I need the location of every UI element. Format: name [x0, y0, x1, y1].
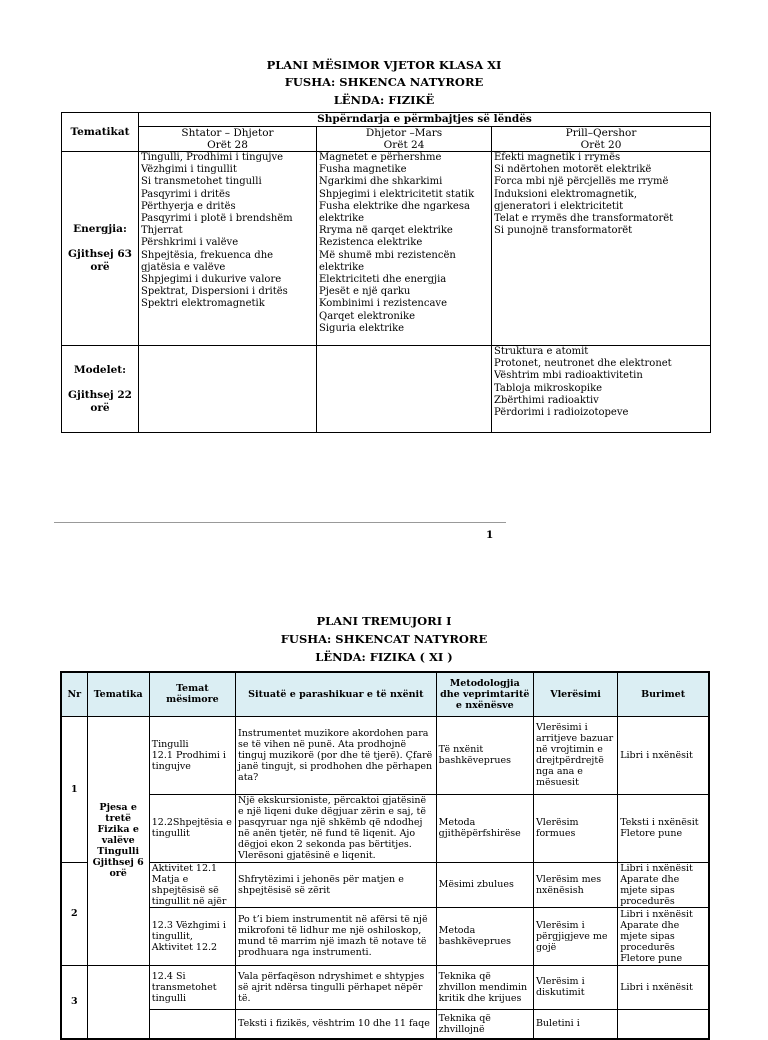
footer-divider [54, 522, 506, 523]
topic-item: Pasqyrimi i plotë i brendshëm [141, 213, 293, 225]
period-1: Shtator – Dhjetor Orët 28 [139, 127, 317, 152]
topic-item: Tabloja mikroskopike [494, 382, 603, 394]
topic-item: Përthyerja e dritës [141, 200, 236, 212]
topic-item: Fusha elektrike dhe ngarkesa [319, 200, 470, 212]
cell-tema: 12.2Shpejtësia e tingullit [149, 794, 235, 862]
topic-item: Spektri elektromagnetik [141, 298, 265, 310]
cell-situata: Vala përfaqëson ndryshimet e shtypjes së ajrit ndërsa tingulli përhapet nëpër të. [236, 965, 437, 1009]
cell-burimet: Teksti i nxënësit Fletore pune [618, 794, 709, 862]
topic-item: Spektrat, Dispersioni i dritës [141, 286, 288, 298]
tematika-cell: Pjesa e tretë Fizika e valëve Tingulli Gjithsej 6 orë [87, 716, 149, 965]
quarterly-plan-table [60, 671, 710, 1040]
cell-metoda: Të nxënit bashkëveprues [436, 716, 533, 794]
energy-col3 [492, 152, 711, 346]
page1-field: FUSHA: SHKENCA NATYRORE [284, 75, 484, 89]
topic-item: Magnetet e përhershme [319, 152, 442, 163]
cell-metoda: Mësimi zbulues [436, 862, 533, 907]
models-col3 [492, 346, 711, 433]
table-row [61, 965, 709, 1009]
cell-vleresimi: Buletini i [533, 1009, 617, 1039]
page1-subject: LËNDA: FIZIKË [333, 93, 435, 107]
topic-item: Përshkrimi i valëve [141, 237, 239, 249]
topic-item: Elektriciteti dhe energjia [319, 274, 447, 286]
column-header: Temat mësimore [149, 672, 235, 716]
row-number: 2 [61, 862, 87, 965]
models-col2 [317, 346, 492, 433]
table-row [61, 794, 709, 862]
cell-vleresimi: Vlerësim formues [533, 794, 617, 862]
topic-item: elektrike [319, 213, 365, 225]
cell-vleresimi: Vlerësim i diskutimit [533, 965, 617, 1009]
table-row [61, 716, 709, 794]
column-header: Metodologjia dhe veprimtaritë e nxënësve [436, 672, 533, 716]
distribution-header: Shpërndarja e përmbajtjes së lëndës [139, 113, 711, 127]
page-number: 1 [486, 529, 494, 541]
tematikat-header: Tematikat [62, 113, 139, 152]
period-2: Dhjetor –Mars Orët 24 [317, 127, 492, 152]
table-row [61, 862, 709, 907]
topic-item: Tingulli, Prodhimi i tingujve [141, 152, 284, 163]
page2-field: FUSHA: SHKENCAT NATYRORE [280, 632, 488, 646]
topic-item: Protonet, neutronet dhe elektronet [494, 358, 672, 370]
column-header: Vlerësimi [533, 672, 617, 716]
topic-item: Pjesët e një qarku [319, 286, 411, 298]
topic-item: elektrike [319, 261, 365, 273]
cell-situata: Teksti i fizikës, vështrim 10 dhe 11 faqe [236, 1009, 437, 1039]
topic-item: Efekti magnetik i rrymës [494, 152, 621, 163]
page2-title: PLANI TREMUJORI I [316, 614, 452, 628]
topic-item: Siguria elektrike [319, 322, 405, 334]
topic-item: Kombinimi i rezistencave [319, 298, 447, 310]
energy-col2 [317, 152, 492, 346]
topic-item: Thjerrat [141, 225, 183, 237]
row-number: 1 [61, 716, 87, 862]
topic-item: Përdorimi i radioizotopeve [494, 407, 629, 419]
page2-subject: LËNDA: FIZIKA ( XI ) [315, 650, 453, 664]
cell-vleresimi: Vlerësimi i arritjeve bazuar në vrojtimin e drejtpërdrejtë nga ana e mësuesit [533, 716, 617, 794]
topic-item: Rezistenca elektrike [319, 237, 423, 249]
cell-burimet: Libri i nxënësit Aparate dhe mjete sipas procedurës [618, 862, 709, 907]
cell-tema: 12.3 Vëzhgimi i tingullit, Aktivitet 12.2 [149, 907, 235, 965]
topic-item: Si ndërtohen motorët elektrikë [494, 164, 652, 176]
tematika-cell [87, 965, 149, 1039]
cell-situata: Një ekskursioniste, përcaktoi gjatësinë e një liqeni duke dëgjuar zërin e saj, të pasqyruar nga një shkëmb që ndodhej në anën tjetër, në fund të liqenit. Ajo dëgjoi ekon 2 sekonda pas bërtitjes. Vlerësoni gjatësinë e liqenit. [236, 794, 437, 862]
cell-metoda: Teknika që zhvillojnë [436, 1009, 533, 1039]
topic-item: gjatësia e valëve [141, 261, 226, 273]
column-header: Burimet [618, 672, 709, 716]
cell-vleresimi: Vlerësim mes nxënësish [533, 862, 617, 907]
cell-metoda: Metoda gjithëpërfshirëse [436, 794, 533, 862]
page1-title: PLANI MËSIMOR VJETOR KLASA XI [266, 58, 502, 72]
topic-item: Struktura e atomit [494, 346, 589, 357]
cell-burimet [618, 1009, 709, 1039]
models-col1 [139, 346, 317, 433]
column-header: Situatë e parashikuar e të nxënit [236, 672, 437, 716]
models-label: Modelet: Gjithsej 22 orë [62, 346, 139, 433]
period-3: Prill–Qershor Orët 20 [492, 127, 711, 152]
topic-item: gjeneratori i elektricitetit [494, 200, 624, 212]
table-row [61, 1009, 709, 1039]
cell-tema: Aktivitet 12.1 Matja e shpejtësisë së tingullit në ajër [149, 862, 235, 907]
energy-col1 [139, 152, 317, 346]
topic-item: Fusha magnetike [319, 164, 407, 176]
topic-item: Shpejtësia, frekuenca dhe [141, 249, 274, 261]
column-header: Nr [61, 672, 87, 716]
cell-tema [149, 1009, 235, 1039]
topic-item: Vështrim mbi radioaktivitetin [494, 370, 643, 382]
cell-tema: 12.4 Si transmetohet tingulli [149, 965, 235, 1009]
topic-item: Telat e rrymës dhe transformatorët [494, 213, 674, 225]
topic-item: Ngarkimi dhe shkarkimi [319, 176, 443, 188]
cell-situata: Shfrytëzimi i jehonës për matjen e shpejtësisë së zërit [236, 862, 437, 907]
cell-metoda: Teknika që zhvillon mendimin kritik dhe krijues [436, 965, 533, 1009]
row-number: 3 [61, 965, 87, 1039]
annual-plan-table [61, 112, 711, 433]
column-header: Tematika [87, 672, 149, 716]
topic-item: Vëzhgimi i tingullit [141, 164, 237, 176]
topic-item: Induksioni elektromagnetik, [494, 188, 638, 200]
cell-situata: Po t’i biem instrumentit në afërsi të një mikrofoni të lidhur me një oshiloskop, mund të marrim një imazh të notave të prodhuara nga instrumenti. [236, 907, 437, 965]
topic-item: Si transmetohet tingulli [141, 176, 262, 188]
cell-vleresimi: Vlerësim i përgjigjeve me gojë [533, 907, 617, 965]
cell-burimet: Libri i nxënësit [618, 716, 709, 794]
topic-item: Zbërthimi radioaktiv [494, 394, 599, 406]
topic-item: Forca mbi një përcjellës me rrymë [494, 176, 669, 188]
topic-item: Si punojnë transformatorët [494, 225, 633, 237]
topic-item: Shpjegimi i dukurive valore [141, 274, 282, 286]
cell-metoda: Metoda bashkëveprues [436, 907, 533, 965]
topic-item: Shpjegimi i elektricitetit statik [319, 188, 475, 200]
table-row [61, 907, 709, 965]
cell-burimet: Libri i nxënësit Aparate dhe mjete sipas procedurës Fletore pune [618, 907, 709, 965]
topic-item: Më shumë mbi rezistencën [319, 249, 456, 261]
cell-tema: Tingulli 12.1 Prodhimi i tingujve [149, 716, 235, 794]
cell-situata: Instrumentet muzikore akordohen para se të vihen në punë. Ata prodhojnë tinguj muzikorë (por dhe të tjerë). Çfarë janë tingujt, si prodhohen dhe përhapen ata? [236, 716, 437, 794]
topic-item: Qarqet elektronike [319, 310, 415, 322]
topic-item: Pasqyrimi i dritës [141, 188, 231, 200]
cell-burimet: Libri i nxënësit [618, 965, 709, 1009]
topic-item: Rryma në qarqet elektrike [319, 225, 453, 237]
energy-label: Energjia: Gjithsej 63 orë [62, 152, 139, 346]
